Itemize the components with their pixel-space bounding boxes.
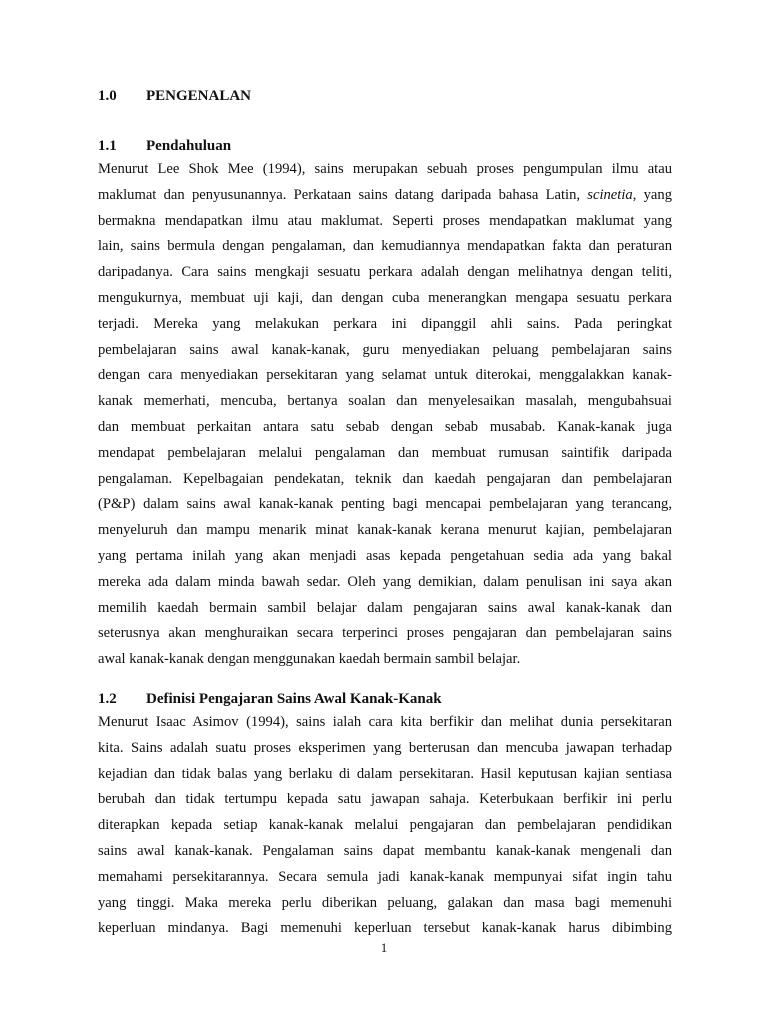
section-heading-1-1 bbox=[98, 136, 231, 156]
paragraph-line: sains awal kanak-kanak. Pengalaman sains dapat membantu kanak-kanak mengenali dan bbox=[98, 842, 672, 859]
paragraph-line: berubah dan tidak tertumpu kepada satu jawapan sahaja. Keterbukaan berfikir ini perlu bbox=[98, 791, 672, 808]
section-heading-1-2 bbox=[98, 689, 442, 709]
page-number: 1 bbox=[380, 940, 388, 955]
paragraph-line: terjadi. Mereka yang melakukan perkara ini dipanggil ahli sains. Pada peringkat bbox=[98, 315, 672, 332]
paragraph-line: memilih kaedah bermain sambil belajar dalam pengajaran sains awal kanak-kanak dan bbox=[98, 599, 672, 616]
paragraph-line: kita. Sains adalah suatu proses eksperimen yang berterusan dan mencuba jawapan terhadap bbox=[98, 739, 672, 756]
paragraph-line: seterusnya akan menghuraikan secara terperinci proses pengajaran dan pembelajaran sains bbox=[98, 625, 672, 642]
section-number: 1.1 bbox=[98, 138, 117, 154]
paragraph-line: kanak memerhati, mencuba, bertanya soalan dan menyelesaikan masalah, mengubahsuai bbox=[98, 393, 672, 410]
paragraph-line: memahami persekitarannya. Secara semula jadi kanak-kanak mempunyai sifat ingin tahu bbox=[98, 868, 672, 885]
paragraph-line: maklumat dan penyusunannya. Perkataan sains datang daripada bahasa Latin, scinetia, yang bbox=[98, 186, 672, 203]
paragraph-line: keperluan mindanya. Bagi memenuhi keperluan tersebut kanak-kanak harus dibimbing bbox=[98, 920, 672, 937]
paragraph-pendahuluan bbox=[98, 157, 672, 673]
paragraph-line: Menurut Lee Shok Mee (1994), sains merupakan sebuah proses pengumpulan ilmu atau bbox=[98, 161, 672, 177]
paragraph-line: yang pertama inilah yang akan menjadi asas kepada pengetahuan sedia ada yang bakal bbox=[98, 547, 672, 564]
paragraph-line: (P&P) dalam sains awal kanak-kanak penting bagi mencapai pembelajaran yang terancang, bbox=[98, 496, 672, 513]
section-title: Pendahuluan bbox=[146, 138, 232, 154]
paragraph-line: dan membuat perkaitan antara satu sebab dengan sebab musabab. Kanak-kanak juga bbox=[98, 418, 672, 435]
paragraph-line: daripadanya. Cara sains mengkaji sesuatu perkara adalah dengan melihatnya dengan teliti, bbox=[98, 264, 672, 281]
paragraph-definisi bbox=[98, 710, 672, 942]
paragraph-line: awal kanak-kanak dengan menggunakan kaedah bermain sambil belajar. bbox=[98, 651, 521, 668]
paragraph-line: Menurut Isaac Asimov (1994), sains ialah cara kita berfikir dan melihat dunia persekitaran bbox=[98, 714, 672, 730]
paragraph-line: diterapkan kepada setiap kanak-kanak melalui pengajaran dan pembelajaran pendidikan bbox=[98, 817, 672, 834]
paragraph-line: mereka ada dalam minda bawah sedar. Oleh yang demikian, dalam penulisan ini saya akan bbox=[98, 573, 672, 590]
paragraph-line: yang tinggi. Maka mereka perlu diberikan peluang, galakan dan masa bagi memenuhi bbox=[98, 894, 672, 911]
paragraph-line: menyeluruh dan mampu menarik minat kanak-kanak kerana menurut kajian, pembelajaran bbox=[98, 522, 672, 539]
section-heading-1-0 bbox=[98, 86, 251, 106]
paragraph-line: dengan cara menyediakan persekitaran yang selamat untuk diterokai, menggalakkan kanak- bbox=[98, 367, 672, 384]
paragraph-line: pembelajaran sains awal kanak-kanak, guru menyediakan peluang pembelajaran sains bbox=[98, 341, 672, 358]
section-number: 1.2 bbox=[98, 691, 117, 707]
section-number: 1.0 bbox=[98, 88, 117, 104]
paragraph-line: kejadian dan tidak balas yang berlaku di dalam persekitaran. Hasil keputusan kajian sentiasa bbox=[98, 765, 672, 782]
section-title: PENGENALAN bbox=[146, 88, 252, 104]
paragraph-line: mengukurnya, membuat uji kaji, dan dengan cuba menerangkan mengapa sesuatu perkara bbox=[98, 289, 672, 306]
paragraph-line: lain, sains bermula dengan pengalaman, dan kemudiannya mendapatkan fakta dan peraturan bbox=[98, 238, 672, 255]
paragraph-line: pengalaman. Kepelbagaian pendekatan, teknik dan kaedah pengajaran dan pembelajaran bbox=[98, 470, 672, 487]
section-title: Definisi Pengajaran Sains Awal Kanak-Kanak bbox=[146, 691, 442, 707]
paragraph-line: bermakna mendapatkan ilmu atau maklumat. Seperti proses mendapatkan maklumat yang bbox=[98, 212, 672, 229]
paragraph-line: mendapat pembelajaran melalui pengalaman dan membuat rumusan saintifik daripada bbox=[98, 444, 672, 461]
